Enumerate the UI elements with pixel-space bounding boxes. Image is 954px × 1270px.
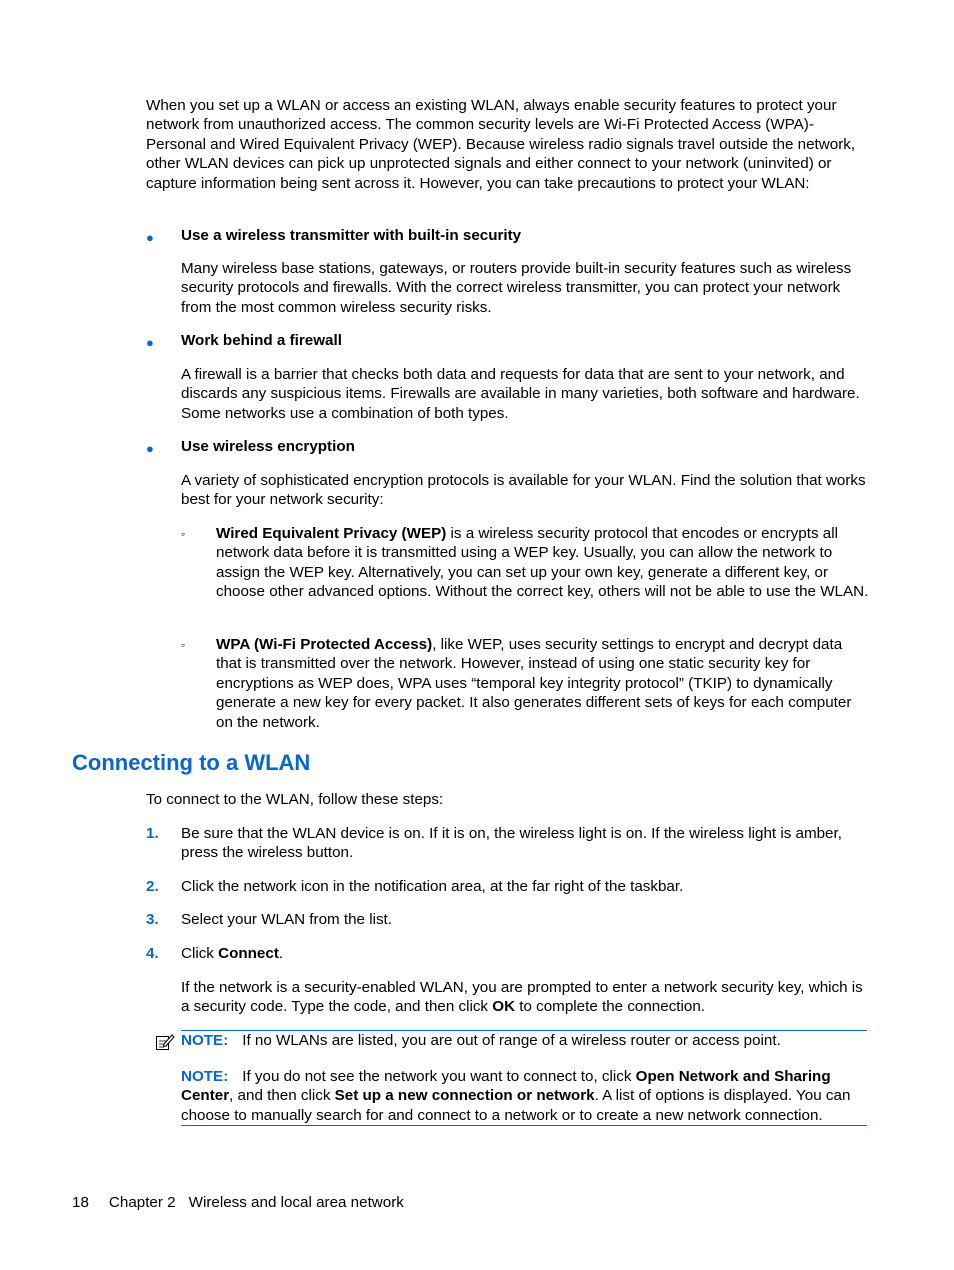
bullet-body-transmitter: Many wireless base stations, gateways, or routers provide built-in security features such as wireless security protocols and firewalls. With the correct wireless transmitter, you can protect your network from the most common wireless security risks. bbox=[181, 260, 852, 316]
page-footer bbox=[72, 1193, 404, 1212]
step-text: Click the network icon in the notification area, at the far right of the taskbar. bbox=[181, 878, 684, 895]
page-number: 18 bbox=[72, 1194, 89, 1211]
step4-post: . bbox=[278, 945, 284, 962]
note-label: NOTE: bbox=[181, 1068, 229, 1085]
footer-chapter: Chapter 2 bbox=[108, 1194, 176, 1211]
bullet-marker: ● bbox=[146, 441, 154, 456]
wep-description: is a wireless security protocol that encodes or encrypts all network data before it is transmitted using a WEP key. Usually, you can allow the network to assign the WEP key. Alternatively, you can set up your own key, generate a different key, or choose other advanced options. Without the correct key, others will not be able to use the WLAN. bbox=[216, 525, 869, 601]
note-2-pre: If you do not see the network you want to connect to, click bbox=[242, 1068, 636, 1085]
bullet-marker: ● bbox=[146, 230, 154, 245]
sub-bullet-wep bbox=[216, 524, 870, 602]
section-title: Connecting to a WLAN bbox=[72, 750, 311, 775]
sub-bullet-marker: ◦ bbox=[181, 527, 186, 541]
step-text bbox=[181, 944, 871, 963]
wpa-description: , like WEP, uses security settings to encrypt and decrypt data that is transmitted over the network. However, instead of using one static security key for encryptions as WEP does, WPA uses “temporal key integrity protocol” (TKIP) to dynamically generate a new key for every packet. It also generates different sets of keys for each computer on the network. bbox=[216, 636, 852, 731]
bullet-title-transmitter: Use a wireless transmitter with built-in security bbox=[181, 227, 522, 244]
note-pencil-icon bbox=[155, 1033, 175, 1051]
step4-detail bbox=[181, 978, 871, 1017]
bullet-body-encryption: A variety of sophisticated encryption protocols is available for your WLAN. Find the solution that works best for your network security: bbox=[181, 472, 866, 509]
note-2-post: . A list of options is displayed. You can choose to manually search for and connect to a network or to create a new network connection. bbox=[181, 1087, 851, 1124]
bullet-body-firewall: A firewall is a barrier that checks both data and requests for data that are sent to your network, and discards any suspicious items. Firewalls are available in many varieties, both software and hardware. Some networks use a combination of both types. bbox=[181, 366, 860, 422]
wpa-term: WPA (Wi-Fi Protected Access) bbox=[216, 636, 433, 653]
intro-paragraph: When you set up a WLAN or access an existing WLAN, always enable security features to protect your network from unauthorized access. The common security levels are Wi-Fi Protected Access (WPA)-Personal and Wired Equivalent Privacy (WEP). Because wireless radio signals travel outside the network, other WLAN devices can pick up unprotected signals and either connect to your network (uninvited) or capture information being sent across it. However, you can take precautions to protect your WLAN: bbox=[146, 97, 856, 192]
connect-term: Connect bbox=[218, 945, 279, 962]
step4-pre: Click bbox=[181, 945, 219, 962]
detail-post: to complete the connection. bbox=[515, 998, 705, 1016]
footer-title: Wireless and local area network bbox=[188, 1194, 404, 1211]
detail-pre: If the network is a security-enabled WLAN, you are prompted to enter a network security key, which is a security code. Type the code, and then click bbox=[181, 979, 863, 1016]
note-label: NOTE: bbox=[181, 1032, 229, 1049]
step-text: Be sure that the WLAN device is on. If it is on, the wireless light is on. If the wireless light is amber, press the wireless button. bbox=[181, 825, 842, 862]
note-1 bbox=[181, 1031, 871, 1050]
sub-bullet-marker: ◦ bbox=[181, 638, 186, 652]
sub-bullet-wpa bbox=[216, 635, 870, 732]
note-1-text: If no WLANs are listed, you are out of range of a wireless router or access point. bbox=[242, 1032, 781, 1049]
setup-connection-term: Set up a new connection or network bbox=[334, 1087, 595, 1105]
step-number: 2. bbox=[146, 878, 159, 895]
step-number: 3. bbox=[146, 911, 159, 928]
steps-intro: To connect to the WLAN, follow these steps: bbox=[146, 791, 444, 808]
bullet-title-firewall: Work behind a firewall bbox=[181, 332, 342, 349]
step-number: 4. bbox=[146, 945, 159, 962]
bullet-title-encryption: Use wireless encryption bbox=[181, 438, 355, 455]
step-text: Select your WLAN from the list. bbox=[181, 911, 393, 928]
open-network-term: Open Network and Sharing Center bbox=[181, 1068, 831, 1105]
ok-term: OK bbox=[492, 998, 516, 1016]
step-number: 1. bbox=[146, 825, 159, 842]
wep-term: Wired Equivalent Privacy (WEP) bbox=[216, 525, 447, 542]
note-2-mid: , and then click bbox=[229, 1087, 335, 1105]
note-2 bbox=[181, 1067, 871, 1125]
note-bottom-rule bbox=[181, 1125, 867, 1126]
bullet-marker: ● bbox=[146, 335, 154, 350]
